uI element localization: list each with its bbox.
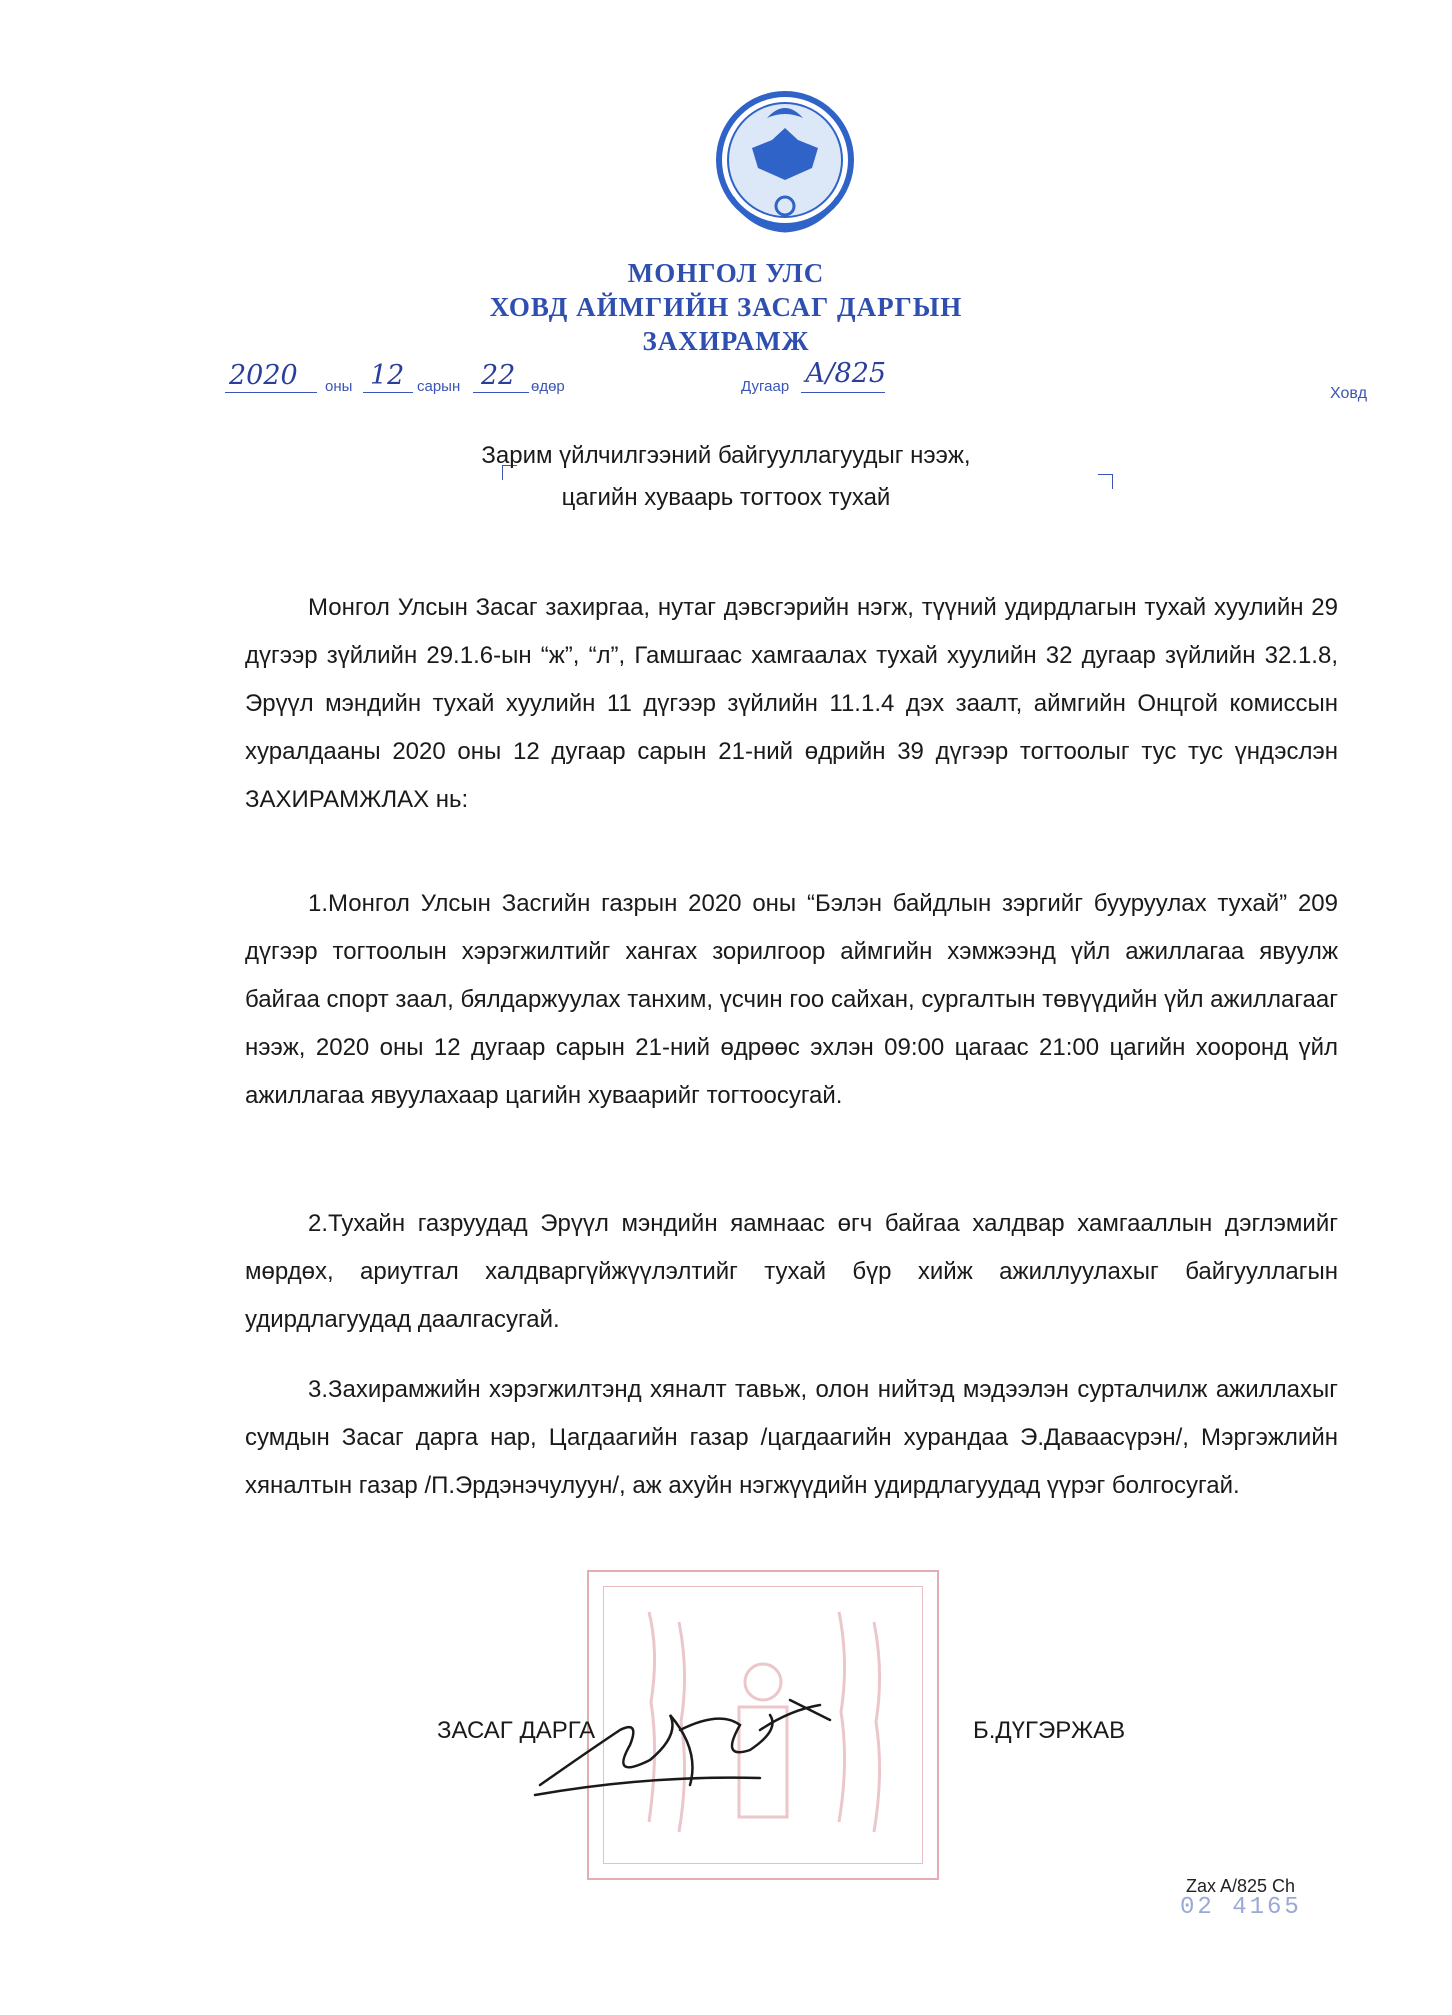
clause-3: 3.Захирамжийн хэрэгжилтэнд хяналт тавьж, олон нийтэд мэдээлэн сурталчилж ажиллахыг сумдын Засаг дарга нар, Цагдаагийн газар /цагдаагийн хурандаа Э.Даваасүрэн/, Мэргэжлийн хяналтын газар /П.Эрдэнэчулуун/, аж ахуйн нэгжүүдийн удирдлагуудад үүрэг болгосугай. <box>245 1376 1338 1499</box>
signatory-name: Б.ДҮГЭРЖАВ <box>973 1717 1126 1744</box>
document-number: А/825 <box>805 358 887 389</box>
subject-title-line2: цагийн хуваарь тогтоох тухай <box>561 484 891 511</box>
header-doc-type: ЗАХИРАМЖ <box>642 326 810 356</box>
stamp-number: 02 4165 <box>1180 1894 1302 1921</box>
handwritten-signature <box>530 1690 850 1810</box>
date-day-label: өдөр <box>531 378 565 395</box>
date-day: 22 <box>481 360 516 391</box>
date-month-label: сарын <box>417 378 461 395</box>
date-month: 12 <box>370 360 405 391</box>
header-country: МОНГОЛ УЛС <box>627 258 825 288</box>
signatory-title: ЗАСАГ ДАРГА <box>437 1717 596 1744</box>
header-office: ХОВД АЙМГИЙН ЗАСАГ ДАРГЫН <box>489 292 963 322</box>
dateline <box>225 358 1395 408</box>
preamble-paragraph: Монгол Улсын Засаг захиргаа, нутаг дэвсгэрийн нэгж, түүний удирдлагын тухай хуулийн 29 дүгээр зүйлийн 29.1.6-ын “ж”, “л”, Гамшгаас хамгаалах тухай хуулийн 32 дугаар зүйлийн 32.1.8, Эрүүл мэндийн тухай хуулийн 11 дүгээр зүйлийн 11.1.4 дэх заалт, аймгийн Онцгой комиссын хуралдааны 2020 оны 12 дугаар сарын 21-ний өдрийн 39 дүгээр тогтоолыг тус тус үндэслэн ЗАХИРАМЖЛАХ нь: <box>245 594 1338 813</box>
subject-title-line1: Зарим үйлчилгээний байгууллагуудыг нээж, <box>481 442 971 469</box>
number-label: Дугаар <box>741 378 790 395</box>
document-reference: Zax A/825 Ch <box>1186 1876 1296 1896</box>
date-year-label: оны <box>325 378 353 395</box>
location: Ховд <box>1330 385 1368 402</box>
date-year: 2020 <box>229 360 298 391</box>
clause-2: 2.Тухайн газруудад Эрүүл мэндийн яамнаас өгч байгаа халдвар хамгааллын дэглэмийг мөрдөх, ариутгал халдваргүйжүүлэлтийг тухай бүр хийж ажиллуулахыг байгууллагын удирдлагуудад даалгасугай. <box>245 1210 1338 1333</box>
clause-1: 1.Монгол Улсын Засгийн газрын 2020 оны “Бэлэн байдлын зэргийг бууруулах тухай” 209 дүгээр тогтоолын хэрэгжилтийг хангах зорилгоор аймгийн хэмжээнд үйл ажиллагаа явуулж байгаа спорт заал, бялдаржуулах танхим, үсчин гоо сайхан, сургалтын төвүүдийн үйл ажиллагааг нээж, 2020 оны 12 дугаар сарын 21-ний өдрөөс эхлэн 09:00 цагаас 21:00 цагийн хооронд үйл ажиллагаа явуулахаар цагийн хуваарийг тогтоосугай. <box>245 890 1338 1109</box>
state-emblem-icon <box>712 88 858 240</box>
